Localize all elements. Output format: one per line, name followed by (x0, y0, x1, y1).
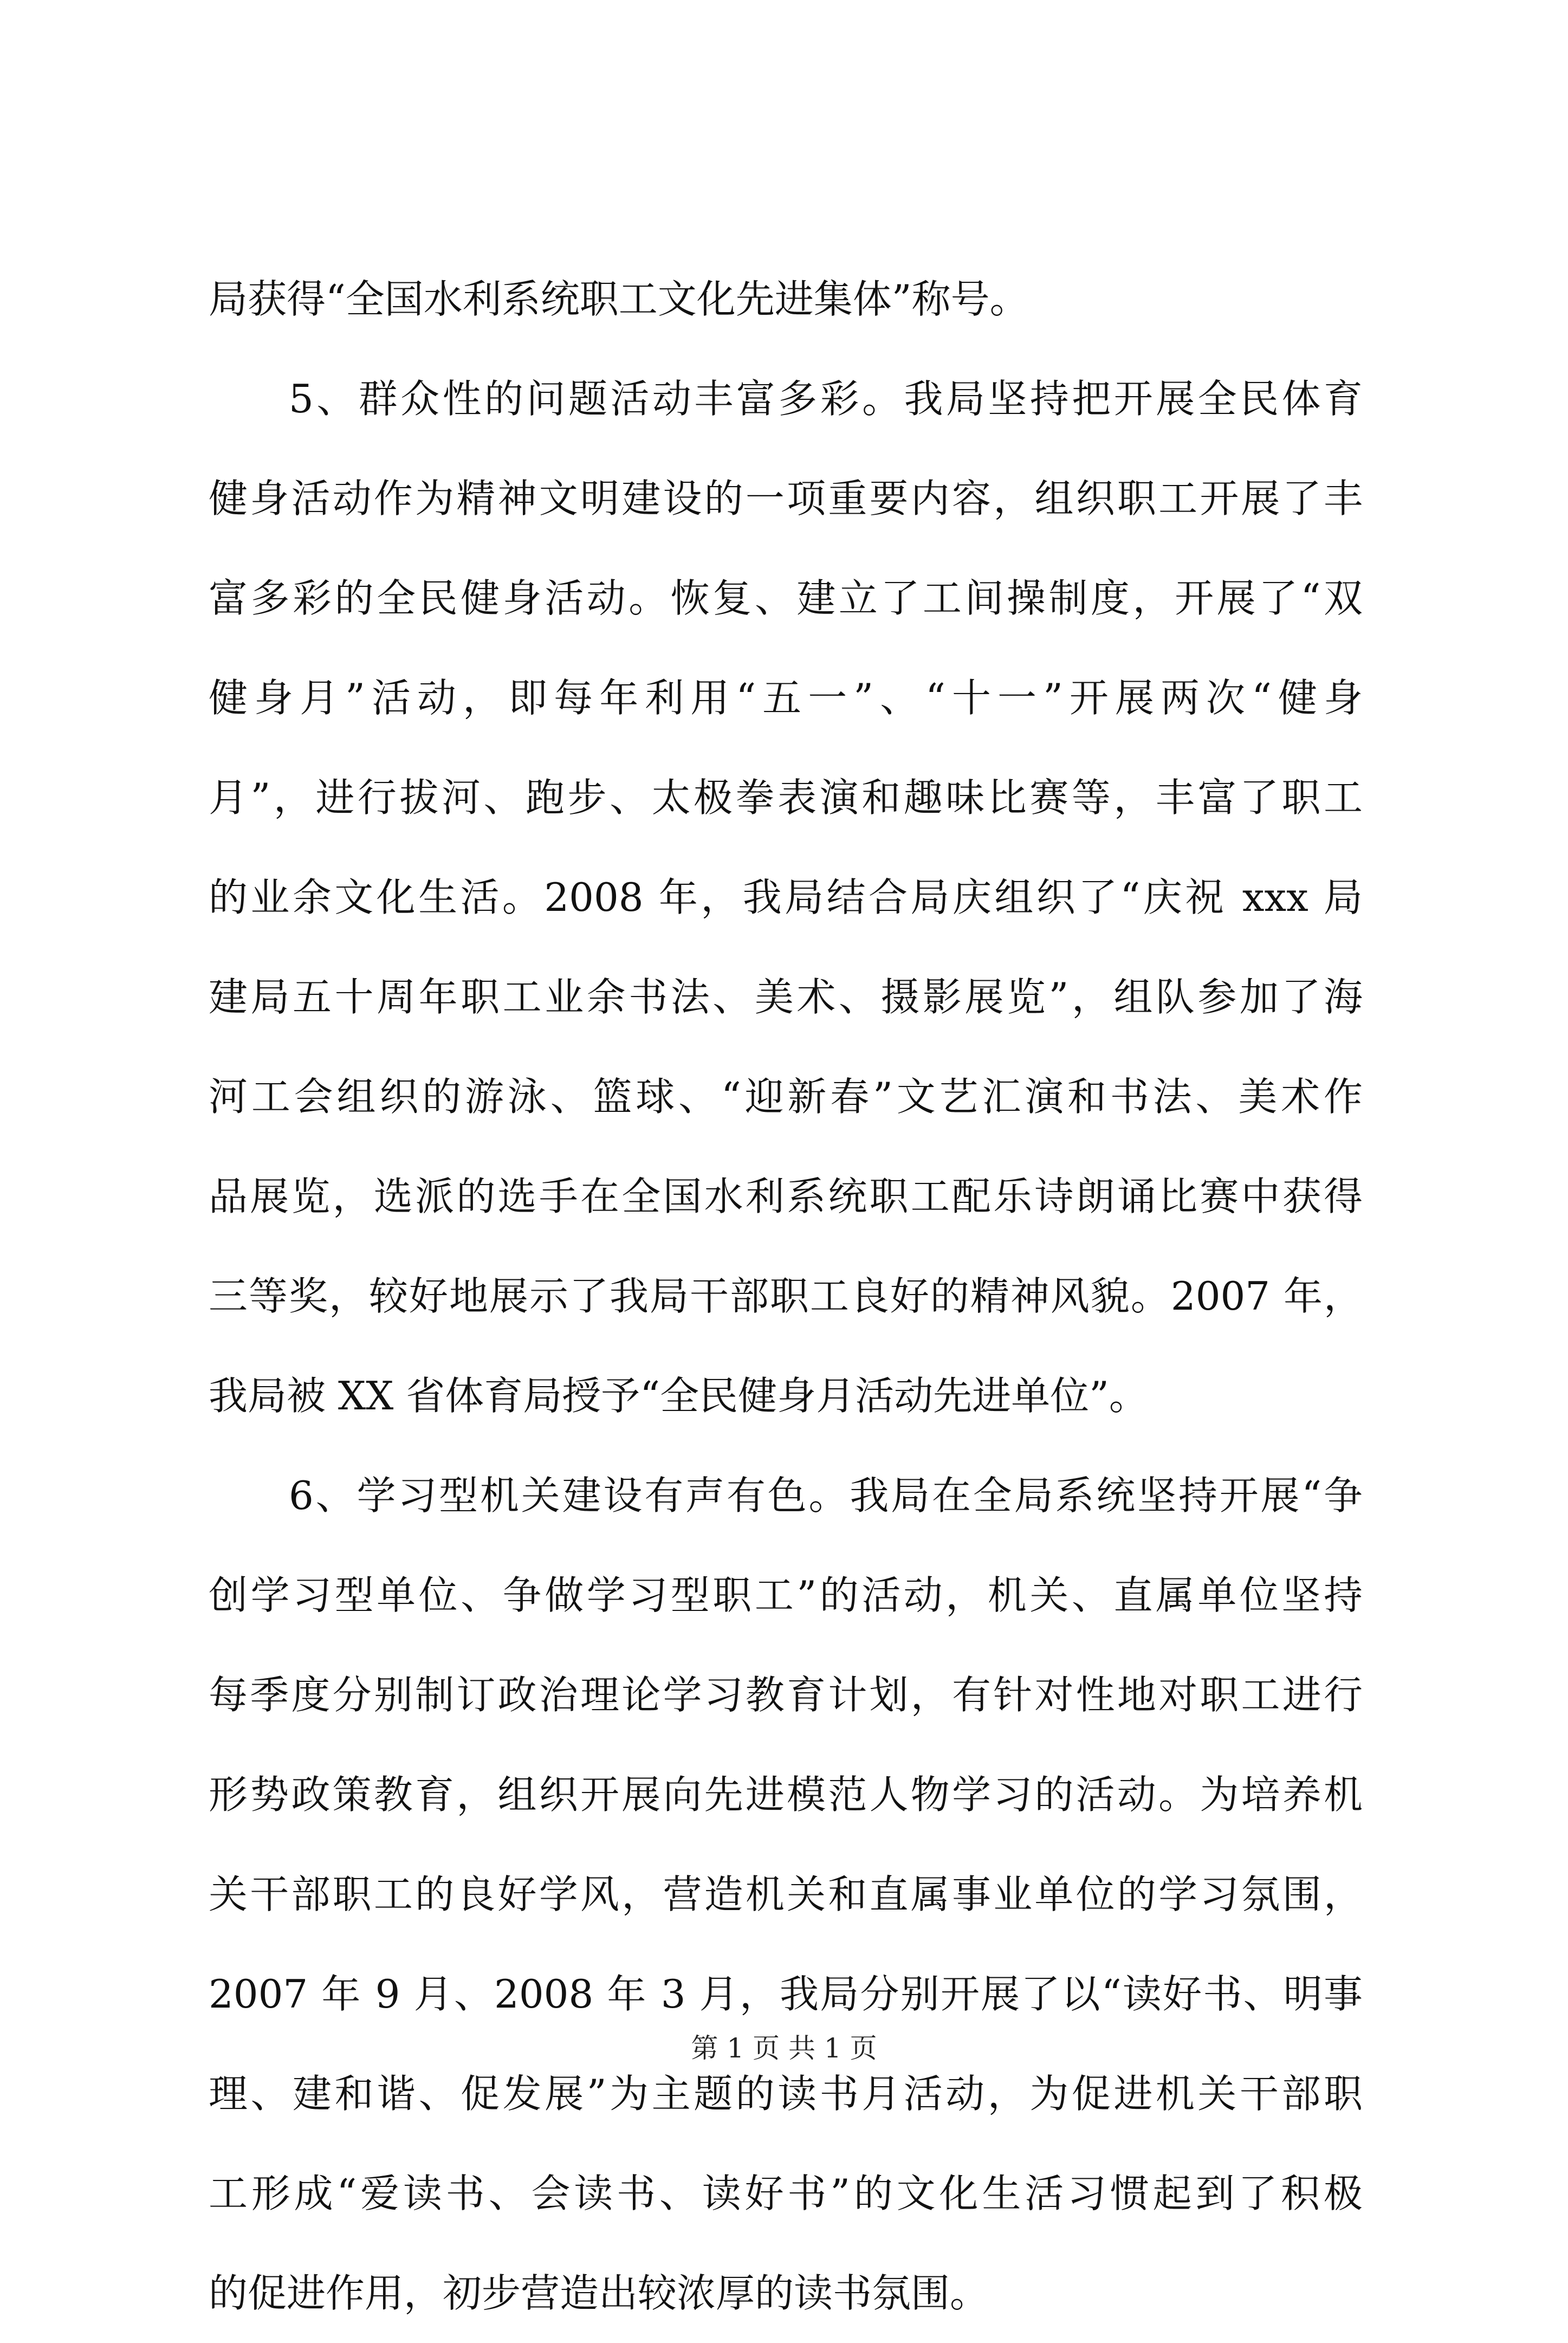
text-line: 建局五十周年职工业余书法、美术、摄影展览”，组队参加了海 (209, 974, 1363, 1020)
text-line: 富多彩的全民健身活动。恢复、建立了工间操制度，开展了“双 (209, 575, 1363, 621)
text-line: 2007 年 9 月、2008 年 3 月，我局分别开展了以“读好书、明事 (209, 1971, 1363, 2017)
text-line: 理、建和谐、促发展”为主题的读书月活动，为促进机关干部职 (209, 2071, 1363, 2117)
page-number-footer: 第 1 页 共 1 页 (691, 2033, 877, 2064)
text-line: 品展览，选派的选手在全国水利系统职工配乐诗朗诵比赛中获得 (209, 1174, 1363, 1219)
paragraph-5-first-line: 5、群众性的问题活动丰富多彩。我局坚持把开展全民体育 (289, 376, 1363, 422)
text-line: 月”，进行拔河、跑步、太极拳表演和趣味比赛等，丰富了职工 (209, 775, 1363, 820)
text-line: 健身活动作为精神文明建设的一项重要内容，组织职工开展了丰 (209, 476, 1363, 521)
text-line: 创学习型单位、争做学习型职工”的活动，机关、直属单位坚持 (209, 1572, 1363, 1618)
text-line: 三等奖，较好地展示了我局干部职工良好的精神风貌。2007 年， (209, 1273, 1363, 1319)
text-line: 局获得“全国水利系统职工文化先进集体”称号。 (209, 276, 1029, 322)
text-line: 我局被 XX 省体育局授予“全民健身月活动先进单位”。 (209, 1373, 1148, 1419)
text-line: 工形成“爱读书、会读书、读好书”的文化生活习惯起到了积极 (209, 2171, 1363, 2216)
text-line: 形势政策教育，组织开展向先进模范人物学习的活动。为培养机 (209, 1772, 1363, 1817)
text-line: 的业余文化生活。2008 年，我局结合局庆组织了“庆祝 xxx 局 (209, 875, 1363, 920)
text-line: 关干部职工的良好学风，营造机关和直属事业单位的学习氛围， (209, 1872, 1363, 1917)
paragraph-6-first-line: 6、学习型机关建设有声有色。我局在全局系统坚持开展“争 (289, 1473, 1363, 1518)
text-line: 的促进作用，初步营造出较浓厚的读书氛围。 (209, 2270, 989, 2316)
text-line: 健身月”活动，即每年利用“五一”、“十一”开展两次“健身 (209, 675, 1363, 721)
text-line: 河工会组织的游泳、篮球、“迎新春”文艺汇演和书法、美术作 (209, 1074, 1363, 1119)
text-line: 每季度分别制订政治理论学习教育计划，有针对性地对职工进行 (209, 1672, 1363, 1718)
